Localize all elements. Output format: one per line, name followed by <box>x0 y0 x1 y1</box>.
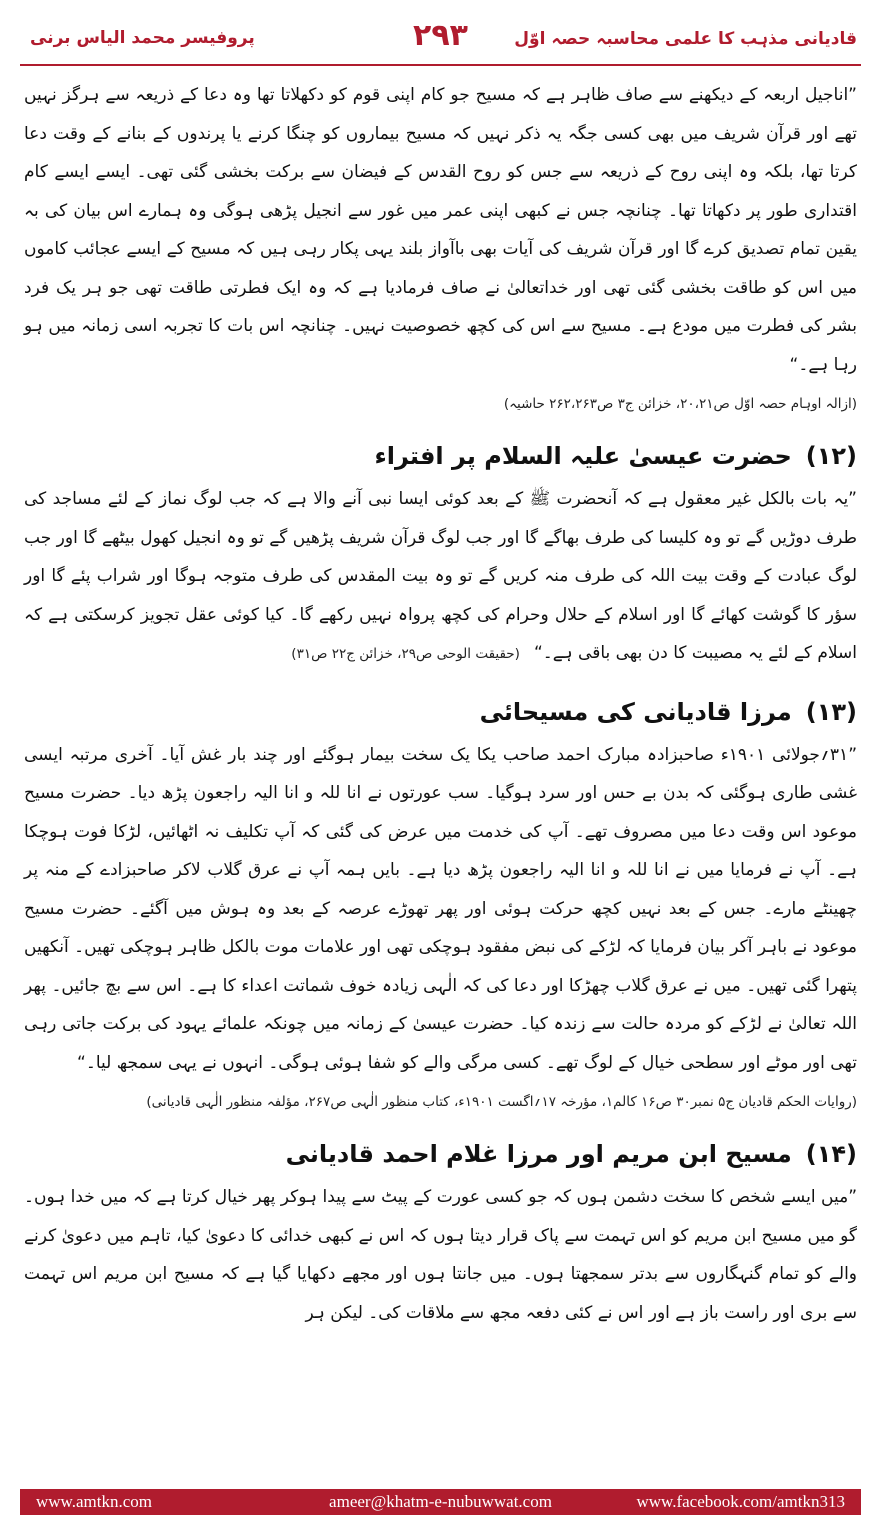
reference-2: (حقیقت الوحی ص۲۹، خزائن ج۲۲ ص۳۱) <box>291 646 520 662</box>
quote-paragraph-1: ”اناجیل اربعہ کے دیکھنے سے صاف ظاہر ہے کہ مسیح جو کام اپنی قوم کو دکھلاتا تھا وہ دعا کے ذریعہ سے ہرگز نہیں تھے اور قرآن شریف میں بھی کسی جگہ یہ ذکر نہیں کہ مسیح بیماروں کو چنگا کرنے یا پرندوں کے بنانے کے وقت دعا کرتا تھا، بلکہ وہ اپنی روح کے ذریعہ سے جس کو روح القدس کے فیضان سے برکت بخشی گئی تھی۔ ایسے ایسے کام اقتداری طور پر دکھاتا تھا۔ چنانچہ جس نے کبھی اپنی عمر میں غور سے انجیل پڑھی ہوگی وہ ہمارے اس بیان کی بہ یقین تمام تصدیق کرے گا اور قرآن شریف کی آیات بھی باآواز بلند یہی پکار رہی ہیں کہ مسیح کے ایسے عجائب کاموں میں اس کو طاقت بخشی گئی تھی اور خداتعالیٰ نے صاف فرمادیا ہے کہ وہ ایک فطرتی طاقت تھی جو ہر یک فرد بشر کی فطرت میں مودع ہے۔ مسیح سے اس کی کچھ خصوصیت نہیں۔ چنانچہ اس بات کا تجربہ اسی زمانہ میں ہو رہا ہے۔“ <box>24 85 857 375</box>
email-link[interactable]: ameer@khatm-e-nubuwwat.com <box>329 1492 552 1511</box>
page-content <box>24 76 857 1332</box>
section-title-12: حضرت عیسیٰ علیہ السلام پر افتراء <box>374 442 792 470</box>
quote-paragraph-2 <box>24 480 857 674</box>
section-heading-13 <box>24 690 857 734</box>
section-heading-14 <box>24 1132 857 1176</box>
page-number: ۲۹۳ <box>413 18 468 53</box>
section-title-14: مسیح ابن مریم اور مرزا غلام احمد قادیانی <box>285 1140 792 1168</box>
page-header <box>20 18 861 62</box>
section-number-14: (۱۴) <box>805 1140 857 1168</box>
header-divider <box>20 64 861 66</box>
section-number-12: (۱۲) <box>805 442 857 470</box>
quote-text-2: ”یہ بات بالکل غیر معقول ہے کہ آنحضرت ﷺ کے بعد کوئی ایسا نبی آنے والا ہے کہ جب لوگ نماز کے لئے مساجد کی طرف دوڑیں گے تو وہ کلیسا کی طرف بھاگے گا اور جب لوگ قرآن شریف پڑھیں گے تو وہ انجیل کھول بیٹھے گا اور جب لوگ عبادت کے وقت بیت اللہ کی طرف منہ کریں گے تو وہ بیت المقدس کی طرف متوجہ ہوگا اور شراب پئے گا اور سؤر کا گوشت کھائے گا اور اسلام کے حلال وحرام کی کچھ پرواہ نہیں رکھے گا۔ کیا کوئی عقل تجویز کرسکتی ہے کہ اسلام کے لئے یہ مصیبت کا دن بھی باقی ہے۔“ <box>24 489 857 663</box>
quote-paragraph-4: ”میں ایسے شخص کا سخت دشمن ہوں کہ جو کسی عورت کے پیٹ سے پیدا ہوکر پھر خیال کرتا ہے کہ میں خدا ہوں۔ گو میں مسیح ابن مریم کو اس تہمت سے پاک قرار دیتا ہوں کہ اس نے کبھی خدائی کا دعویٰ کیا، تاہم میں دعویٰ کرنے والے کو تمام گنہگاروں سے بدتر سمجھتا ہوں۔ میں جانتا ہوں اور مجھے دکھایا گیا ہے کہ مسیح ابن مریم اس تہمت سے بری اور راست باز ہے اور اس نے کئی دفعہ مجھ سے ملاقات کی۔ لیکن ہر <box>24 1187 857 1323</box>
reference-3: (روایات الحکم قادیان ج۵ نمبر۳۰ ص۱۶ کالم۱، مؤرخہ ۱۷؍اگست ۱۹۰۱ء، کتاب منظور الٰہی ص۲۶۷، مؤلفہ منظور الٰہی قادیانی) <box>146 1094 857 1110</box>
quote-paragraph-3: ”۳۱؍جولائی ۱۹۰۱ء صاحبزادہ مبارک احمد صاحب یکا یک سخت بیمار ہوگئے اور چند بار غش آیا۔ آخری مرتبہ ایسی غشی طاری ہوگئی کہ بدن بے حس اور سرد ہوگیا۔ سب عورتوں نے انا للہ و انا الیہ راجعون پڑھ دیا۔ حضرت مسیح موعود اس وقت دعا میں مصروف تھے۔ آپ کی خدمت میں عرض کی گئی کہ آپ تکلیف نہ اٹھائیں، لڑکا فوت ہوچکا ہے۔ آپ نے فرمایا میں نے انا للہ و انا الیہ راجعون پڑھ دیا ہے۔ بایں ہمہ آپ نے عرق گلاب لاکر صاحبزادے کے منہ پر چھینٹے مارے۔ جس کے بعد نہیں کچھ حرکت ہوئی اور پھر تھوڑے عرصہ کے بعد وہ ہوش میں آگئے۔ حضرت مسیح موعود نے باہر آکر بیان فرمایا کہ لڑکے کی نبض مفقود ہوچکی تھی اور علامات موت بالکل ظاہر ہوچکی تھیں۔ آنکھیں پتھرا گئی تھیں۔ میں نے عرق گلاب چھڑکا اور دعا کی کہ الٰہی زیادہ خوف شماتت اعداء کا ہے۔ اس سے بچ جائیں۔ پھر اللہ تعالیٰ نے لڑکے کو مردہ حالت سے زندہ کیا۔ حضرت عیسیٰ کے زمانہ میں چونکہ علمائے یہود کی برکت جاتی رہی تھی اور موٹے اور سطحی خیال کے لوگ تھے۔ کسی مرگی والے کو شفا ہوئی ہوگی۔ انہوں نے یہی سمجھ لیا۔“ <box>24 744 857 1073</box>
author-name: پروفیسر محمد الیاس برنی <box>30 28 255 48</box>
facebook-link[interactable]: www.facebook.com/amtkn313 <box>636 1492 845 1511</box>
website-link[interactable]: www.amtkn.com <box>36 1492 152 1511</box>
section-heading-12 <box>24 434 857 478</box>
page-footer <box>20 1489 861 1515</box>
section-title-13: مرزا قادیانی کی مسیحائی <box>479 697 792 726</box>
reference-1: (ازالہ اوہام حصہ اوّل ص۲۰،۲۱، خزائن ج۳ ص۲۶۲،۲۶۳ حاشیہ) <box>503 396 857 412</box>
section-number-13: (۱۳) <box>805 697 857 726</box>
book-title: قادیانی مذہب کا علمی محاسبہ حصہ اوّل <box>514 29 857 49</box>
